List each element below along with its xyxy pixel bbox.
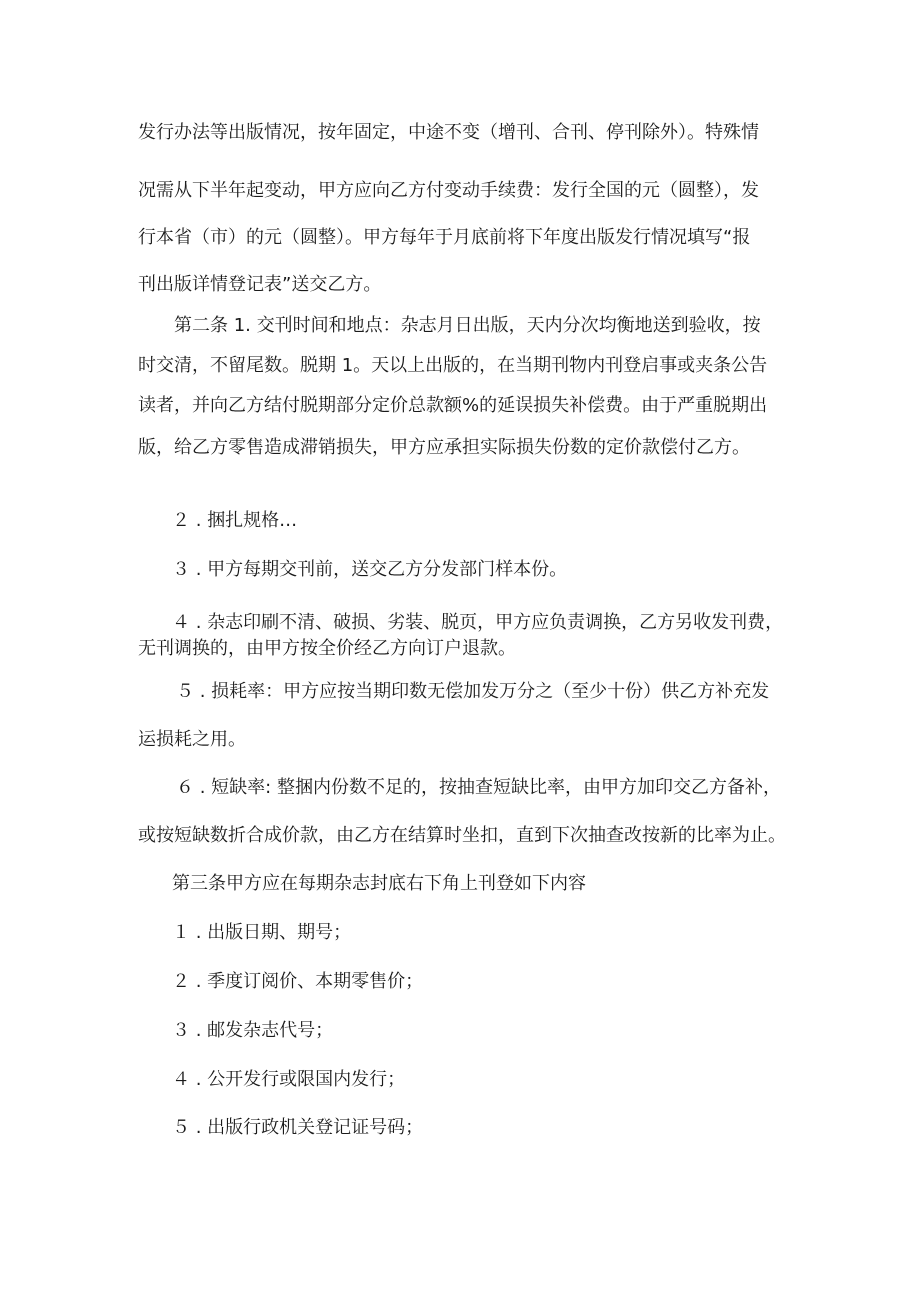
text-line: 行本省（市）的元（圆整）。甲方每年于月底前将下年度出版发行情况填写“报 <box>138 227 751 248</box>
clause-item-5 <box>138 677 798 755</box>
text-line: 时交清，不留尾数。脱期 1。天以上出版的，在当期刊物内刊登启事或夹条公告 <box>138 355 768 376</box>
list-item: ３ . 邮发杂志代号； <box>172 1020 334 1041</box>
text-line: 刊出版详情登记表”送交乙方。 <box>138 274 382 295</box>
article-3-heading: 第三条甲方应在每期杂志封底右下角上刊登如下内容 <box>172 873 586 894</box>
text-line: ５ . 损耗率：甲方应按当期印数无偿加发万分之（至少十份）供乙方补充发 <box>176 681 770 702</box>
list-item: ２ . 季度订阅价、本期零售价； <box>172 971 424 992</box>
text-line: 无刊调换的，由甲方按全价经乙方向订户退款。 <box>138 638 516 659</box>
text-line: 或按短缺数折合成价款，由乙方在结算时坐扣，直到下次抽查改按新的比率为止。 <box>138 825 786 846</box>
text-line: 第二条 1. 交刊时间和地点：杂志月日出版，天内分次均衡地送到验收，按 <box>174 315 761 336</box>
text-line: 运损耗之用。 <box>138 729 246 750</box>
text-line: 发行办法等出版情况，按年固定，中途不变（增刊、合刊、停刊除外）。特殊情 <box>138 122 759 143</box>
text-line: 况需从下半年起变动，甲方应向乙方付变动手续费：发行全国的元（圆整），发 <box>138 180 759 201</box>
paragraph-article-2 <box>138 311 798 463</box>
list-item: １ . 出版日期、期号； <box>172 922 352 943</box>
clause-item-4 <box>138 608 798 664</box>
list-item: ５ . 出版行政机关登记证号码； <box>172 1117 424 1138</box>
text-line: ４ . 杂志印刷不清、破损、劣装、脱页，甲方应负责调换，乙方另收发刊费， <box>172 612 784 633</box>
text-line: ６ . 短缺率: 整捆内份数不足的，按抽查短缺比率，由甲方加印交乙方备补， <box>176 777 781 798</box>
text-line: 读者，并向乙方结付脱期部分定价总款额%的延误损失补偿费。由于严重脱期出 <box>138 395 768 416</box>
clause-item-6 <box>138 773 798 851</box>
clause-item-2: ２ . 捆扎规格… <box>172 510 298 531</box>
list-item: ４ . 公开发行或限国内发行； <box>172 1069 406 1090</box>
clause-item-3: ３ . 甲方每期交刊前，送交乙方分发部门样本份。 <box>172 559 568 580</box>
paragraph-publication-info <box>138 118 798 300</box>
text-line: 版，给乙方零售造成滞销损失，甲方应承担实际损失份数的定价款偿付乙方。 <box>138 437 750 458</box>
